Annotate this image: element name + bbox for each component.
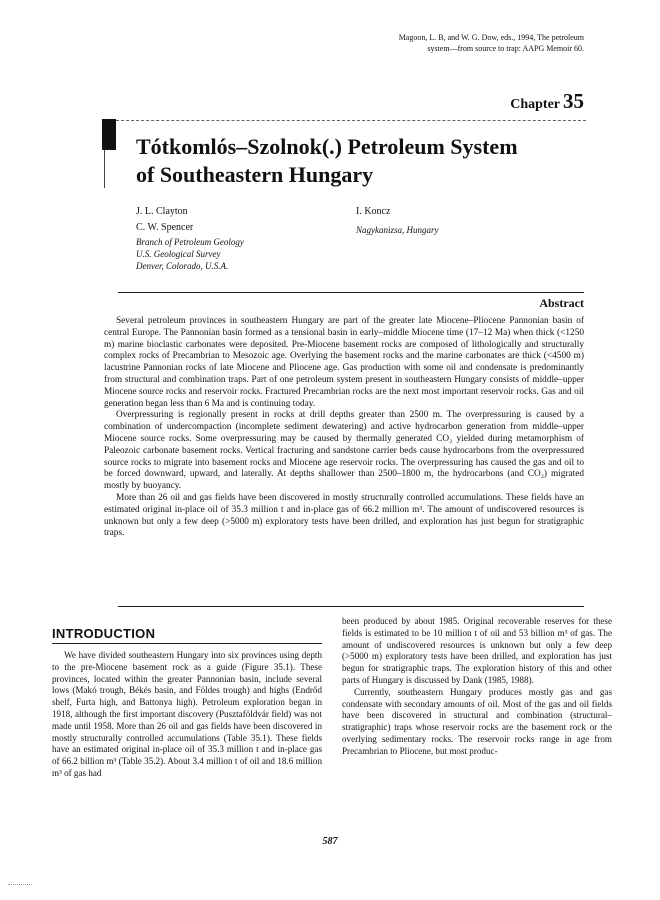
author-name: J. L. Clayton [136, 206, 188, 217]
introduction-heading: INTRODUCTION [52, 626, 156, 641]
citation [330, 32, 584, 54]
abstract-paragraph: Overpressuring is regionally present in rocks at drill depths greater than 2500 m. The overpressuring is caused by a combination of undercompaction (incomplete sediment dewatering) and active hydrocarbon generation from middle–upper Miocene source rocks. Some overpressuring may be caused by thermally generated CO₂ yielded during metamorphism of Paleozoic carbonate basement rocks. Vertical fracturing and sandstone carrier beds cause hydrocarbons from the overpressured source rocks to migrate into basement rocks and Miocene age reservoir rocks. The overpressuring has caused the gas and oil to be forced downward, upward, and laterally. At depths shallower than 2500–1800 m, the hydrocarbons (and CO₂) migrated mostly by buoyancy. [104, 410, 584, 492]
body-paragraph: Currently, southeastern Hungary produces mostly gas and gas condensate with secondary amounts of oil. Most of the gas and oil fields have been discovered in structural and combination (structural–stratigraphic) traps whose reservoir rocks are the basement rock or the overlying sedimentary rocks. The reservoir rocks range in age from Precambrian to Pliocene, but most produc- [342, 686, 612, 756]
chapter-label [470, 89, 584, 114]
author-affiliation: Branch of Petroleum Geology [136, 237, 244, 247]
citation-line-1: Magoon, L. B, and W. G. Dow, eds., 1994, The petroleum [398, 33, 584, 42]
abstract-paragraph: More than 26 oil and gas fields have been discovered in mostly structurally controlled accumulations. These fields have an estimated original in-place oil of 35.3 million t and in-place gas of 66.2 million m³. The amount of undiscovered resources is unknown but only a few deep (>5000 m) exploratory tests have been drilled, and exploration has just begun for stratigraphic traps. [104, 492, 584, 539]
body-paragraph: We have divided southeastern Hungary into six provinces using depth to the pre-Miocene basement rock as a guide (Figure 35.1). These provinces, located within the greater Pannonian basin, include several lows (Makó trough, Békés basin, and Földes trough) and highs (Endrőd shelf, Furta high, and Battonya high). Petroleum exploration began in 1918, although the first important discovery (Pusztaföldvár field) was not made until 1958. More than 26 oil and gas fields have been discovered in mostly structurally controlled accumulations (Table 35.1). These fields have an estimated original in-place oil of 35.3 million t and in-place gas of 66.2 billion m³ (Table 35.2). About 3.4 million t of oil and 18.6 million m³ of gas had [52, 650, 322, 778]
body-paragraph: been produced by about 1985. Original recoverable reserves for these fields is estimated to be 10 million t of oil and 53 billion m³ of gas. The amount of undiscovered resources is unknown but only a few deep (>5000 m) exploratory tests have been drilled, and exploration has just begun for stratigraphic traps. The exploration history of this and other parts of Hungary is discussed by Dank (1985, 1988). [342, 616, 612, 685]
chapter-number: 35 [563, 89, 584, 113]
abstract-heading: Abstract [539, 296, 584, 310]
page-number: 587 [322, 836, 338, 847]
author-affiliation: U.S. Geological Survey [136, 249, 221, 259]
author-block-left [136, 204, 336, 272]
title-bar-decoration [102, 119, 116, 150]
chapter-word: Chapter [510, 97, 560, 112]
abstract-top-rule [118, 292, 584, 293]
title-line-1: Tótkomlós–Szolnok(.) Petroleum System [136, 134, 518, 159]
article-title [136, 133, 596, 189]
scan-speck-decoration [8, 884, 32, 885]
citation-line-2: system—from source to trap: AAPG Memoir 60. [427, 44, 584, 53]
author-affiliation: Denver, Colorado, U.S.A. [136, 261, 229, 271]
title-horizontal-rule [116, 120, 586, 121]
text-column-left [52, 650, 322, 780]
author-block-right [356, 204, 556, 236]
text-column-right [342, 616, 612, 758]
introduction-heading-rule [52, 643, 322, 644]
author-name: C. W. Spencer [136, 222, 194, 233]
abstract-body [104, 316, 584, 540]
author-affiliation: Nagykanizsa, Hungary [356, 225, 439, 235]
title-line-2: of Southeastern Hungary [136, 162, 374, 187]
abstract-bottom-rule [118, 606, 584, 607]
author-name: I. Koncz [356, 206, 391, 217]
abstract-paragraph: Several petroleum provinces in southeastern Hungary are part of the greater late Miocene–Pliocene Pannonian basin of central Europe. The Pannonian basin formed as a tensional basin in early–middle Miocene time (17–12 Ma) when thick (<1250 m) marine bioclastic carbonates were deposited. Pre-Miocene basement rocks are composed of lithologically and structurally complex rocks of Precambrian to Mesozoic age. Overlying the basement rocks and the marine carbonates are thick (<4500 m) lacustrine Pannonian rocks of late Miocene and Pliocene age. Gas production with some oil and condensate is predominantly from structural and combination traps. Part of one petroleum system present in southeastern Hungary consists of middle–upper Miocene source rocks and reservoir rocks. Fractured Precambrian rocks are the next most important reservoir rocks. Gas and oil generation began less than 6 Ma and is continuing today. [104, 316, 584, 409]
title-vertical-rule [104, 150, 105, 188]
